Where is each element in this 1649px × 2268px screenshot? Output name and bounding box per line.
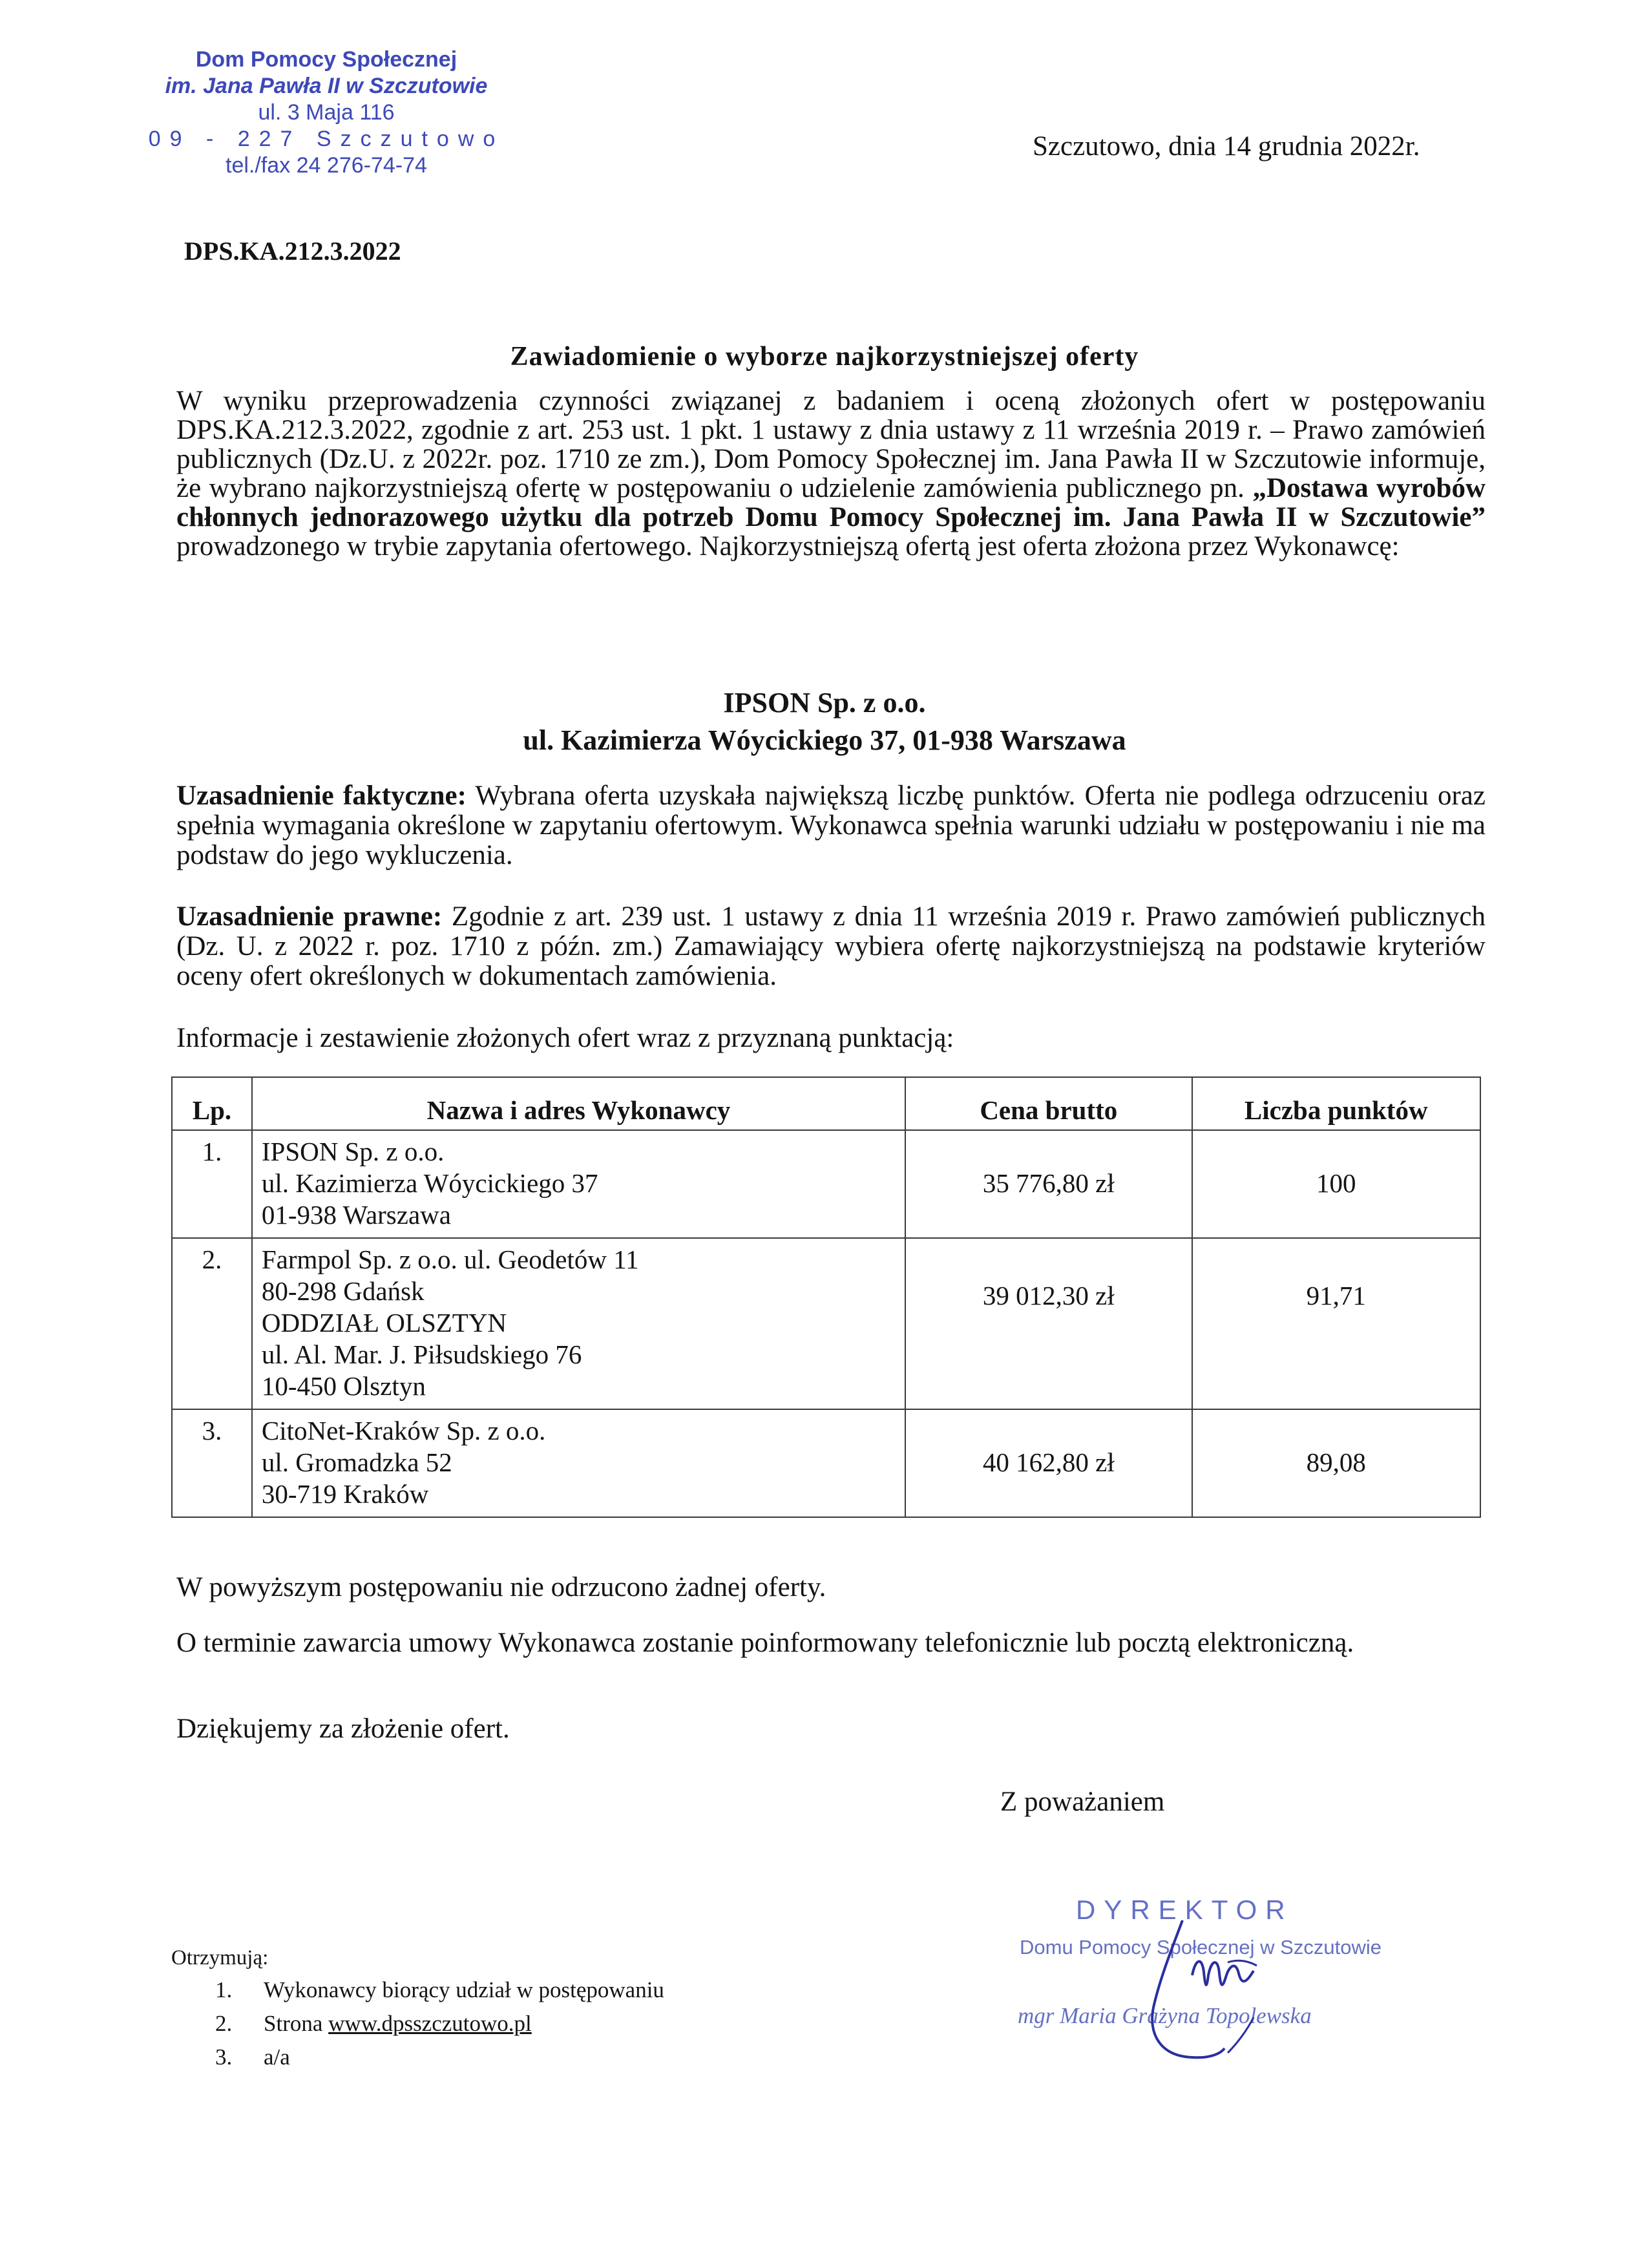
cell-lp: 1. [172,1130,252,1238]
header-price: Cena brutto [905,1077,1192,1130]
legal-text: Zgodnie z art. 239 ust. 1 ustawy z dnia 11 września 2019 r. Prawo zamówień publicznych (Dz. U. z 2022 r. poz. 1710 z późn. zm.) Zamawiający wybiera ofertę najkorzystniejszą na podstawie kryteriów oceny ofert określonych w dokumentach zamówienia. [176,901,1486,991]
recipients-label: Otrzymują: [171,1946,269,1969]
table-row [172,1409,1480,1517]
table-header-row [172,1077,1480,1130]
cell-contractor [252,1238,905,1409]
contractor-line: ul. Al. Mar. J. Piłsudskiego 76 [261,1339,582,1369]
recipient-number: 2. [215,2011,233,2036]
table-intro: Informacje i zestawienie złożonych ofert wraz z przyznaną punktacją: [176,1023,954,1053]
recipient-number: 1. [215,1977,233,2002]
table-row [172,1238,1480,1409]
no-rejected-note: W powyższym postępowaniu nie odrzucono żadnej oferty. [176,1572,826,1602]
contractor-line: ODDZIAŁ OLSZTYN [261,1308,507,1338]
winner-name: IPSON Sp. z o.o. [723,687,926,719]
factual-label: Uzasadnienie faktyczne: [176,781,467,811]
signature-person: mgr Maria Grażyna Topolewska [1018,2003,1312,2028]
closing-regards: Z poważaniem [1000,1787,1165,1817]
handwritten-signature-icon [998,1895,1399,2069]
table-row [172,1130,1480,1238]
contractor-line: ul. Gromadzka 52 [261,1447,452,1477]
stamp-line-patron: im. Jana Pawła II w Szczutowie [165,74,488,98]
contractor-line: 01-938 Warszawa [261,1200,451,1230]
legal-justification [176,902,1486,991]
contractor-line: ul. Kazimierza Wóycickiego 37 [261,1168,598,1198]
letter-date: Szczutowo, dnia 14 grudnia 2022r. [1033,131,1420,162]
contractor-line: 10-450 Olsztyn [261,1371,426,1401]
contractor-line: Farmpol Sp. z o.o. ul. Geodetów 11 [261,1244,639,1274]
header-lp: Lp. [172,1077,252,1130]
reference-number: DPS.KA.212.3.2022 [184,236,401,266]
cell-contractor [252,1409,905,1517]
cell-price: 40 162,80 zł [905,1409,1192,1517]
cell-lp: 2. [172,1238,252,1409]
intro-text: W wyniku przeprowadzenia czynności związanej z badaniem i oceną złożonych ofert w postępowaniu DPS.KA.212.3.2022, zgodnie z art. 253 ust. 1 pkt. 1 ustawy z dnia ustawy z 11 września 2019 r. – Prawo zamówień publicznych (Dz.U. z 2022r. poz. 1710 ze zm.), Dom Pomocy Społecznej im. Jana Pawła II w Szczutowie informuje, że wybrano najkorzystniejszą ofertę w postępowaniu o udzielenie zamówienia publicznego pn. [176,386,1486,503]
stamp-line-street: ul. 3 Maja 116 [258,100,395,125]
header-points: Liczba punktów [1192,1077,1481,1130]
cell-points: 91,71 [1192,1238,1481,1409]
thanks-note: Dziękujemy za złożenie ofert. [176,1714,510,1744]
cell-contractor [252,1130,905,1238]
stamp-line-phone: tel./fax 24 276-74-74 [226,153,427,178]
stamp-line-postal: 09 - 227 Szczutowo [148,127,505,151]
cell-lp: 3. [172,1409,252,1517]
cell-price: 35 776,80 zł [905,1130,1192,1238]
cell-points: 100 [1192,1130,1481,1238]
document-title: Zawiadomienie o wyborze najkorzystniejszej oferty [510,342,1139,372]
cell-price: 39 012,30 zł [905,1238,1192,1409]
intro-paragraph [176,386,1486,561]
winner-address: ul. Kazimierza Wóycickiego 37, 01-938 Warszawa [523,724,1126,756]
stamp-line-institution: Dom Pomocy Społecznej [195,47,457,72]
intro-text-after: prowadzonego w trybie zapytania ofertowego. Najkorzystniejszą ofertą jest oferta złożona przez Wykonawcę: [176,531,1400,562]
procurement-title: „Dostawa wyrobów chłonnych jednorazowego użytku dla potrzeb Domu Pomocy Społecznej im. Jana Pawła II w Szczutowie” [176,473,1486,532]
cell-points: 89,08 [1192,1409,1481,1517]
contract-info: O terminie zawarcia umowy Wykonawca zostanie poinformowany telefonicznie lub pocztą elektroniczną. [176,1628,1354,1658]
legal-label: Uzasadnienie prawne: [176,901,443,932]
recipient-text: a/a [264,2044,290,2070]
contractor-line: 80-298 Gdańsk [261,1276,425,1306]
contractor-line: CitoNet-Kraków Sp. z o.o. [261,1416,546,1445]
institution-stamp [139,47,514,179]
signature-institution: Domu Pomocy Społecznej w Szczutowie [1020,1936,1381,1958]
recipient-number: 3. [215,2044,233,2070]
contractor-line: 30-719 Kraków [261,1479,429,1509]
recipient-text-prefix: Strona [264,2011,323,2036]
header-contractor: Nazwa i adres Wykonawcy [252,1077,905,1130]
signature-title: DYREKTOR [1076,1895,1294,1925]
factual-text: Wybrana oferta uzyskała największą liczbę punktów. Oferta nie podlega odrzuceniu oraz spełnia wymagania określone w zapytaniu ofertowym. Wykonawca spełnia warunki udziału w postępowaniu i nie ma podstaw do jego wykluczenia. [176,781,1486,870]
website-link[interactable]: www.dpsszczutowo.pl [328,2011,532,2036]
recipient-text [264,2011,532,2037]
contractor-line: IPSON Sp. z o.o. [261,1137,445,1166]
recipient-text: Wykonawcy biorący udział w postępowaniu [264,1977,664,2002]
factual-justification [176,781,1486,870]
offers-table [171,1076,1481,1518]
